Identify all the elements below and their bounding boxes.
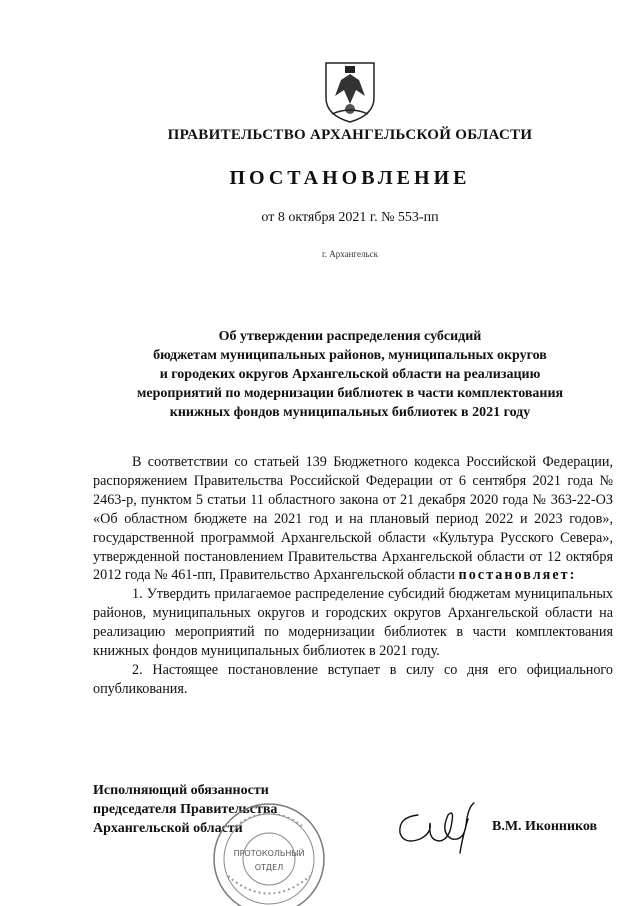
coat-of-arms-icon <box>322 60 378 124</box>
svg-text:ПРОТОКОЛЬНЫЙ: ПРОТОКОЛЬНЫЙ <box>233 849 305 858</box>
preamble-text: В соответствии со статьей 139 Бюджетного кодекса Российской Федерации, распоряжением Правительства Российской Федерации от 6 сентября 2021 года № 2463-р, пунктом 5 статьи 11 областного закона от 21 декабря 2020 года № 363-22-ОЗ «Об областном бюджете на 2021 год и на плановый период 2022 и 2023 годов», государственной программой Архангельской области «Культура Русского Севера», утвержденной постановлением Правительства Архангельской области от 12 октября 2012 года № 461-пп, Правительство Архангельской области <box>93 454 613 584</box>
city-label: г. Архангельск <box>322 249 378 259</box>
document-subject <box>90 327 610 422</box>
handwritten-signature <box>390 795 500 855</box>
subject-line: Об утверждении распределения субсидий <box>218 329 482 344</box>
subject-line: книжных фондов муниципальных библиотек в 2021 году <box>169 405 531 420</box>
svg-text:ОТДЕЛ: ОТДЕЛ <box>254 863 284 872</box>
resolves-keyword: постановляет: <box>458 567 577 584</box>
date-and-number: от 8 октября 2021 г. № 553-пп <box>261 210 439 225</box>
official-stamp <box>206 796 332 906</box>
signer-line: Архангельской области <box>93 821 243 836</box>
clause-2: 2. Настоящее постановление вступает в силу со дня его официального опубликования. <box>93 661 613 697</box>
signer-name: В.М. Иконников <box>492 819 598 834</box>
signer-line: председателя Правительства <box>93 802 278 817</box>
signer-line: Исполняющий обязанности <box>93 783 269 798</box>
document-body <box>93 453 613 699</box>
subject-line: бюджетам муниципальных районов, муниципальных округов <box>153 348 547 363</box>
government-title: ПРАВИТЕЛЬСТВО АРХАНГЕЛЬСКОЙ ОБЛАСТИ <box>167 127 533 143</box>
subject-line: мероприятий по модернизации библиотек в части комплектования <box>136 386 564 401</box>
subject-line: и городеких округов Архангельской области на реализацию <box>159 367 541 382</box>
document-type: ПОСТАНОВЛЕНИЕ <box>229 167 471 189</box>
clause-1: 1. Утвердить прилагаемое распределение субсидий бюджетам муниципальных районов, муниципальных округов и городских округов Архангельской области на реализацию мероприятий по модернизации библиотек в части комплектования книжных фондов муниципальных библиотек в 2021 году. <box>93 586 613 660</box>
preamble-paragraph <box>93 453 613 585</box>
